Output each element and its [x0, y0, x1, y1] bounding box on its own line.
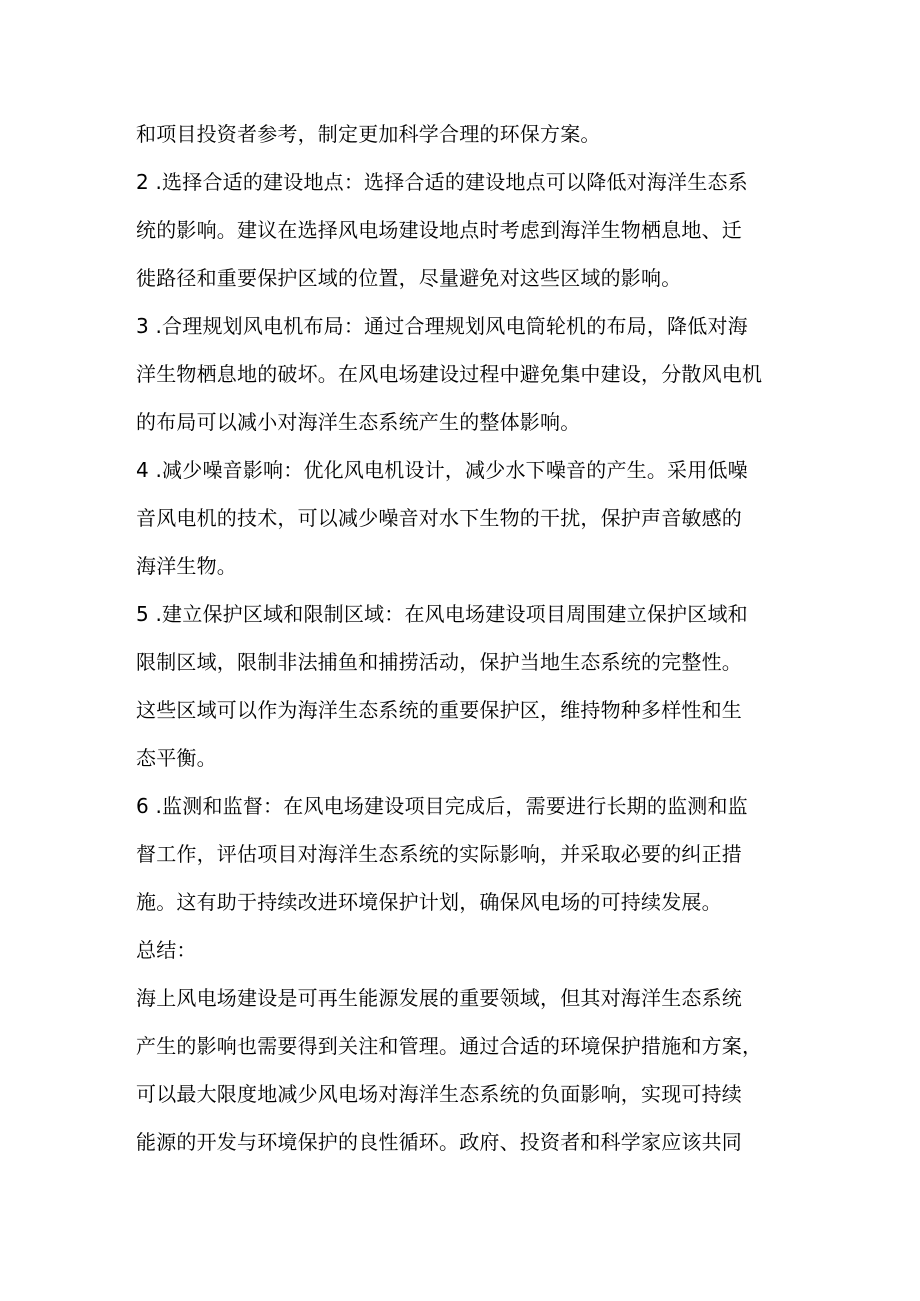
text-line: 统的影响。建议在选择风电场建设地点时考虑到海洋生物栖息地、迁 [136, 218, 742, 242]
text-line: 限制区域，限制非法捕鱼和捕捞活动，保护当地生态系统的完整性。 [136, 650, 742, 674]
list-item-3: 3 .合理规划风电机布局：通过合理规划风电筒轮机的布局，降低对海 [136, 314, 748, 338]
text-line: 这些区域可以作为海洋生态系统的重要保护区，维持物种多样性和生 [136, 698, 742, 722]
text-line: 施。这有助于持续改进环境保护计划，确保风电场的可持续发展。 [136, 890, 722, 914]
text-line: 和项目投资者参考，制定更加科学合理的环保方案。 [136, 122, 601, 146]
text-line: 态平衡。 [136, 746, 217, 770]
text-line: 督工作，评估项目对海洋生态系统的实际影响，并采取必要的纠正措 [136, 842, 742, 866]
body-text [136, 110, 796, 1166]
list-item-4: 4 .减少噪音影响：优化风电机设计，减少水下噪音的产生。采用低噪 [136, 458, 748, 482]
text-line: 的布局可以减小对海洋生态系统产生的整体影响。 [136, 410, 581, 434]
summary-paragraph-line: 能源的开发与环境保护的良性循环。政府、投资者和科学家应该共同 [136, 1130, 742, 1154]
text-line: 洋生物栖息地的破坏。在风电场建设过程中避免集中建设，分散风电机 [136, 362, 763, 386]
summary-heading: 总结： [136, 938, 197, 962]
summary-paragraph-line: 产生的影响也需要得到关注和管理。通过合适的环境保护措施和方案， [136, 1034, 763, 1058]
summary-paragraph-line: 可以最大限度地减少风电场对海洋生态系统的负面影响，实现可持续 [136, 1082, 742, 1106]
text-line: 徙路径和重要保护区域的位置，尽量避免对这些区域的影响。 [136, 266, 682, 290]
text-line: 海洋生物。 [136, 554, 237, 578]
list-item-6: 6 .监测和监督：在风电场建设项目完成后，需要进行长期的监测和监 [136, 794, 748, 818]
summary-paragraph-line: 海上风电场建设是可再生能源发展的重要领域，但其对海洋生态系统 [136, 986, 742, 1010]
list-item-5: 5 .建立保护区域和限制区域：在风电场建设项目周围建立保护区域和 [136, 602, 748, 626]
text-line: 音风电机的技术，可以减少噪音对水下生物的干扰，保护声音敏感的 [136, 506, 742, 530]
list-item-2: 2 .选择合适的建设地点：选择合适的建设地点可以降低对海洋生态系 [136, 170, 748, 194]
